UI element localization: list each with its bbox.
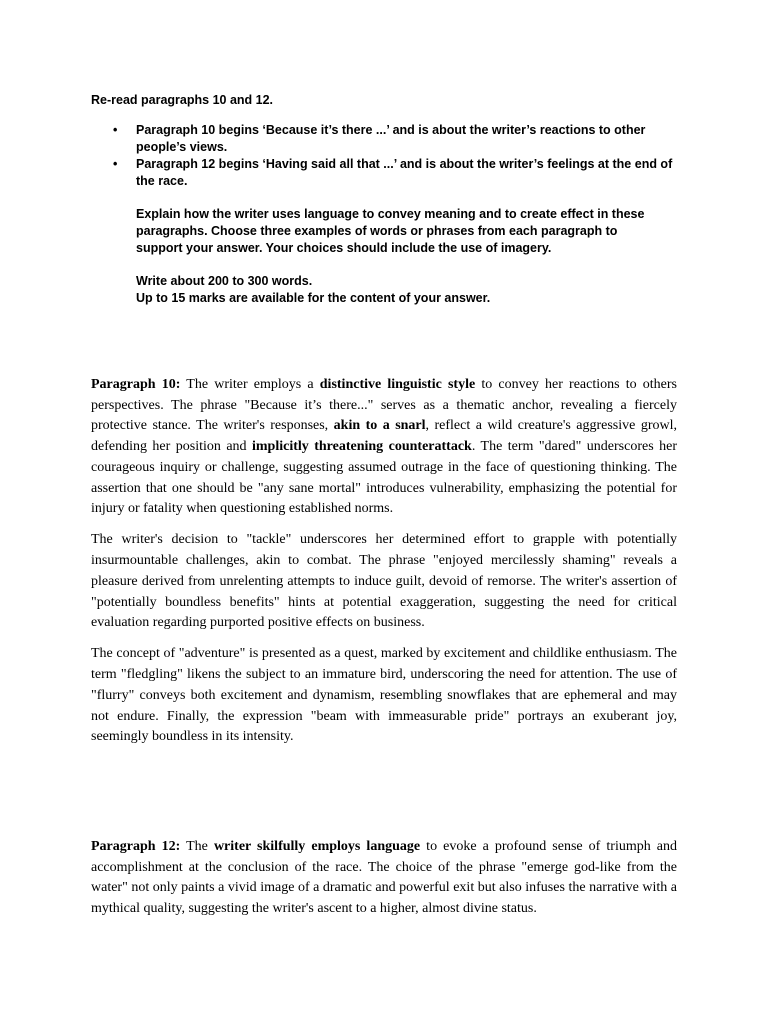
task-bullet-text: Paragraph 10 begins ‘Because it’s there ...’ and is about the writer’s reactions to other people’s views. [136,123,646,154]
bullet-icon: • [113,123,118,137]
task-instructions [91,92,691,307]
answer-text: , reflect a wild creature's aggressive growl, defending her position and [91,418,677,455]
task-bullet-list [91,122,691,190]
task-explain-instructions: Explain how the writer uses language to convey meaning and to create effect in these paragraphs. Choose three examples of words or phrases from each paragraph to support your answer. Your choices should include the use of imagery. [136,207,645,255]
answer-paragraph-10 [91,375,677,758]
answer-10-paragraph-1 [91,375,677,520]
task-bullet-item [91,122,691,156]
answer-text: . The term "dared" underscores her courageous inquiry or challenge, suggesting assumed outrage in the face of questioning thinking. The assertion that one should be "any sane mortal" introduces vulnerability, emphasizing the potential for injury or fatality when questioning established norms. [91,439,677,517]
task-word-limits [136,273,691,307]
answer-emphasis: writer skilfully employs language [213,839,421,854]
answer-emphasis: akin to a snarl [333,418,426,434]
answer-text: to evoke a profound sense of triumph and accomplishment at the conclusion of the race. The choice of the phrase "emerge god-like from the water" not only paints a vivid image of a dramatic and powerful exit but also infuses the narrative with a mythical quality, suggesting the writer's ascent to a higher, almost divine status. [91,839,678,917]
task-intro: Re-read paragraphs 10 and 12. [91,93,274,107]
task-word-count: Write about 200 to 300 words. [136,274,313,288]
answer-12-paragraph-1 [91,837,677,920]
answer-emphasis: implicitly threatening counterattack [251,439,472,455]
task-bullet-text: Paragraph 12 begins ‘Having said all that ...’ and is about the writer’s feelings at the end of the race. [136,157,673,188]
bullet-icon: • [113,157,118,171]
answer-10-paragraph-3: The concept of "adventure" is presented as a quest, marked by excitement and childlike enthusiasm. The term "fledgling" likens the subject to an immature bird, underscoring the need for attention. The use of "flurry" conveys both excitement and dynamism, resembling snowflakes that are ephemeral and may not endure. Finally, the expression "beam with immeasurable pride" portrays an exuberant joy, seemingly boundless in its intensity. [91,646,677,745]
paragraph-label: Paragraph 12: [91,839,181,854]
answer-10-paragraph-2: The writer's decision to "tackle" underscores her determined effort to grapple with potentially insurmountable challenges, akin to combat. The phrase "enjoyed mercilessly shaming" reveals a pleasure derived from unrelenting attempts to induce guilt, devoid of remorse. The writer's assertion of "potentially boundless benefits" hints at potential exaggeration, suggesting the need for critical evaluation regarding purported positive effects on business. [91,532,677,631]
answer-emphasis: distinctive linguistic style [319,377,476,392]
answer-paragraph-12 [91,837,677,930]
task-bullet-item [91,156,691,190]
task-marks: Up to 15 marks are available for the content of your answer. [136,291,491,305]
answer-text: to convey her reactions to others perspectives. The phrase "Because it’s there..." serves as a thematic anchor, revealing a fiercely protective stance. The writer's responses, [91,377,677,434]
answer-text: The [180,839,214,854]
answer-text: The writer employs a [180,377,320,392]
paragraph-label: Paragraph 10: [91,377,181,392]
